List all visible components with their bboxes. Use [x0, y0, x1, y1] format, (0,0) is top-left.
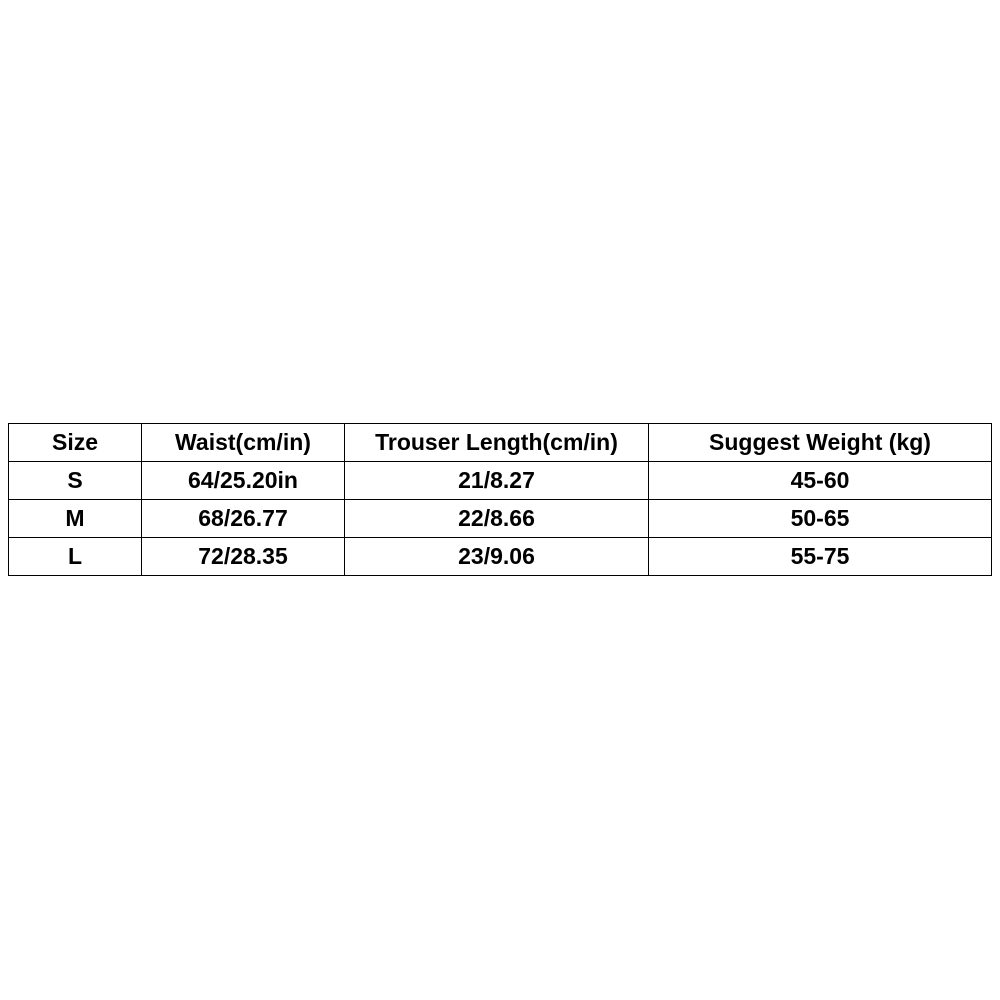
header-trouser-length: Trouser Length(cm/in) [345, 424, 649, 462]
cell-size: M [9, 500, 142, 538]
header-waist: Waist(cm/in) [142, 424, 345, 462]
header-size: Size [9, 424, 142, 462]
cell-suggest-weight: 50-65 [649, 500, 992, 538]
cell-suggest-weight: 55-75 [649, 538, 992, 576]
table-row [9, 538, 992, 576]
cell-trouser-length: 21/8.27 [345, 462, 649, 500]
table-row [9, 462, 992, 500]
cell-suggest-weight: 45-60 [649, 462, 992, 500]
cell-size: L [9, 538, 142, 576]
cell-waist: 68/26.77 [142, 500, 345, 538]
cell-trouser-length: 23/9.06 [345, 538, 649, 576]
size-chart-table [8, 423, 992, 576]
header-row [9, 424, 992, 462]
header-suggest-weight: Suggest Weight (kg) [649, 424, 992, 462]
cell-waist: 72/28.35 [142, 538, 345, 576]
table-row [9, 500, 992, 538]
cell-trouser-length: 22/8.66 [345, 500, 649, 538]
cell-size: S [9, 462, 142, 500]
cell-waist: 64/25.20in [142, 462, 345, 500]
